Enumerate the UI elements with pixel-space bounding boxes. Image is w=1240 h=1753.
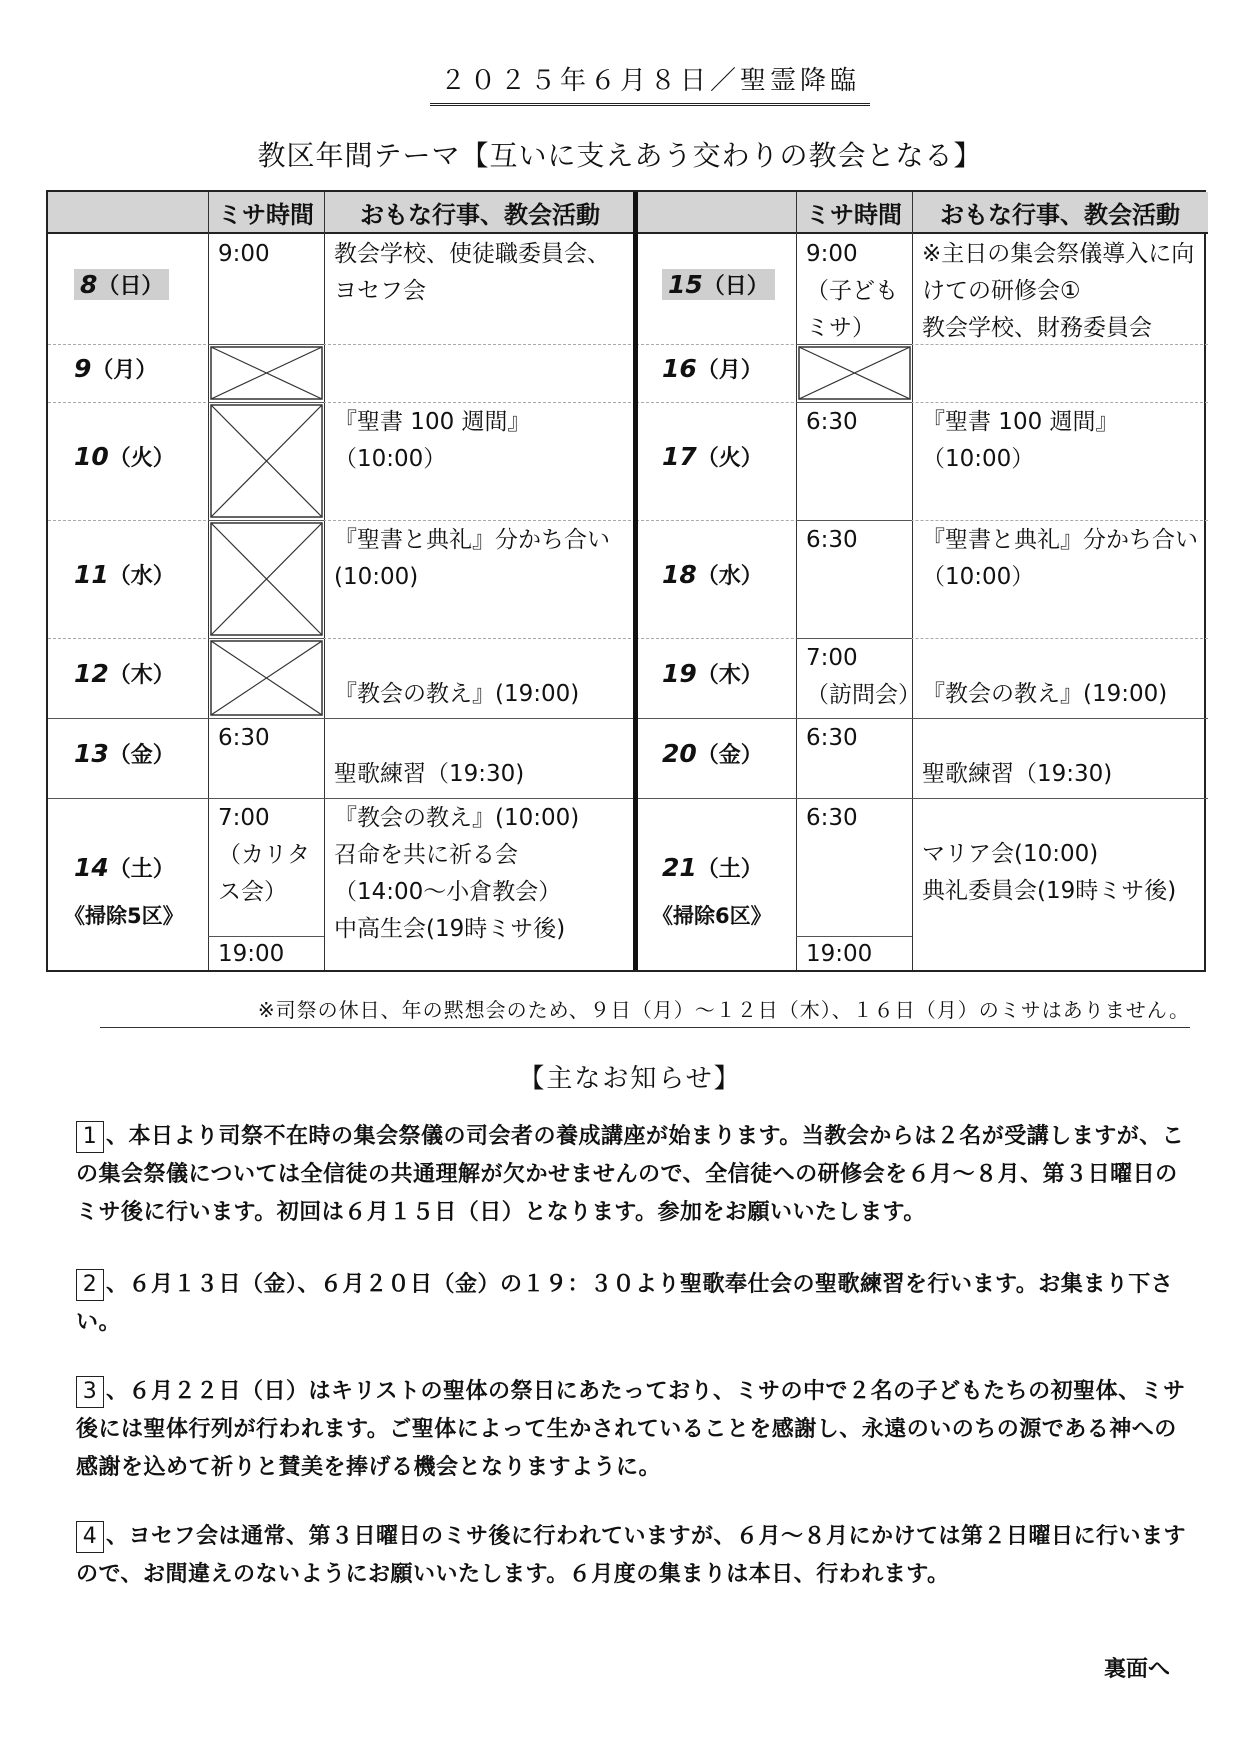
announcement-text: 、ヨセフ会は通常、第３日曜日のミサ後に行われていますが、６月～８月にかけては第２日曜日に行いますので、お間違えのないようにお願いいたします。６月度の集まりは本日、行われます。 bbox=[76, 1524, 1187, 1587]
day-of-week: （木） bbox=[696, 663, 763, 688]
center-divider bbox=[633, 192, 638, 970]
mass-time: 7:00 （カリタス会） bbox=[218, 805, 310, 905]
annual-theme: 教区年間テーマ【互いに支えあう交わりの教会となる】 bbox=[257, 139, 983, 172]
day-label bbox=[662, 852, 763, 883]
day-number: 11 bbox=[74, 560, 109, 589]
day-number: 15 bbox=[668, 270, 703, 299]
header-blank-cell bbox=[48, 192, 208, 234]
row-divider bbox=[636, 520, 1208, 521]
announcement-text: 、本日より司祭不在時の集会祭儀の司会者の養成講座が始まります。当教会からは２名が受講しますが、この集会祭儀については全信徒の共通理解が欠かせませんので、全信徒への研修会を６月～８月、第３日曜日のミサ後に行います。初回は６月１５日（日）となります。参加をお願いいたします。 bbox=[76, 1124, 1185, 1225]
day-of-week: （土） bbox=[108, 857, 175, 882]
mass-time: 9:00 bbox=[218, 241, 270, 267]
column-divider bbox=[324, 192, 325, 970]
day-number: 14 bbox=[74, 853, 109, 882]
day-of-week: （水） bbox=[696, 564, 763, 589]
day-label bbox=[74, 353, 157, 384]
day-label bbox=[74, 852, 175, 883]
day-label bbox=[74, 269, 169, 300]
row-divider bbox=[796, 718, 912, 719]
day-of-week: （月） bbox=[696, 358, 763, 383]
day-number: 10 bbox=[74, 442, 109, 471]
header-mass-time: ミサ時間 bbox=[796, 192, 912, 234]
column-divider bbox=[208, 192, 209, 970]
row-divider bbox=[208, 344, 324, 345]
announcement-number: 1 bbox=[76, 1121, 104, 1153]
day-number: 16 bbox=[662, 354, 697, 383]
no-mass-cross-icon bbox=[798, 346, 911, 400]
row-divider bbox=[636, 798, 1208, 799]
announcement-3 bbox=[76, 1373, 1196, 1487]
event-description: 『聖書 100 週間』 （10:00） bbox=[922, 409, 1119, 472]
row-divider bbox=[796, 402, 912, 403]
no-mass-cross-icon bbox=[210, 346, 323, 400]
row-divider bbox=[636, 402, 1208, 403]
row-divider bbox=[636, 638, 1208, 639]
day-number: 21 bbox=[662, 853, 697, 882]
announcement-text: 、６月２２日（日）はキリストの聖体の祭日にあたっており、ミサの中で２名の子どもたちの初聖体、ミサ後には聖体行列が行われます。ご聖体によって生かされていることを感謝し、永遠のいのちの源である神への感謝を込めて祈りと賛美を捧げる機会となりますように。 bbox=[76, 1379, 1186, 1480]
day-of-week: （日） bbox=[702, 274, 769, 299]
column-divider bbox=[796, 192, 797, 970]
day-label bbox=[662, 441, 763, 472]
no-mass-cross-icon bbox=[210, 640, 323, 716]
header-blank-cell bbox=[636, 192, 796, 234]
event-description: 『聖書と典礼』分かち合い （10:00） bbox=[922, 527, 1198, 590]
row-divider bbox=[48, 718, 636, 719]
day-number: 18 bbox=[662, 560, 697, 589]
day-number: 12 bbox=[74, 659, 109, 688]
continue-overleaf: 裏面へ bbox=[1103, 1657, 1170, 1682]
event-description: 『教会の教え』(19:00) bbox=[922, 681, 1168, 707]
cleaning-duty: 《掃除6区》 bbox=[652, 904, 772, 928]
event-description: 『教会の教え』(10:00) 召命を共に祈る会 （14:00～小倉教会） 中高生会(19時ミサ後) bbox=[334, 805, 580, 942]
day-label bbox=[74, 559, 175, 590]
announcement-number: 3 bbox=[76, 1376, 104, 1408]
row-divider bbox=[796, 798, 912, 799]
announcement-2 bbox=[76, 1266, 1196, 1342]
no-mass-cross-icon bbox=[210, 404, 323, 518]
schedule-note: ※司祭の休日、年の黙想会のため、９日（月）～１２日（木）、１６日（月）のミサはありません。 bbox=[100, 994, 1190, 1028]
day-label bbox=[662, 559, 763, 590]
day-of-week: （火） bbox=[108, 446, 175, 471]
row-divider bbox=[208, 718, 324, 719]
row-divider bbox=[48, 798, 636, 799]
mass-time: 7:00 （訪問会） bbox=[806, 645, 921, 708]
page-title: ２０２５年６月８日／聖霊降臨 bbox=[430, 60, 870, 106]
column-divider bbox=[912, 192, 913, 970]
schedule-table bbox=[46, 190, 1206, 972]
event-description: ※主日の集会祭儀導入に向けての研修会① 教会学校、財務委員会 bbox=[922, 241, 1195, 341]
day-of-week: （金） bbox=[696, 743, 763, 768]
row-divider bbox=[208, 798, 324, 799]
day-of-week: （日） bbox=[97, 274, 164, 299]
row-divider bbox=[208, 520, 324, 521]
announcements-title: 【主なお知らせ】 bbox=[518, 1064, 742, 1094]
day-label bbox=[74, 738, 175, 769]
day-label bbox=[662, 353, 763, 384]
row-divider bbox=[636, 344, 1208, 345]
row-divider bbox=[636, 718, 1208, 719]
announcement-text: 、６月１３日（金）、６月２０日（金）の１９：３０より聖歌奉仕会の聖歌練習を行います。お集まり下さい。 bbox=[76, 1272, 1174, 1335]
event-description: 『教会の教え』(19:00) bbox=[334, 681, 580, 707]
mass-time: 6:30 bbox=[806, 805, 858, 831]
day-number: 19 bbox=[662, 659, 697, 688]
day-number: 9 bbox=[74, 354, 92, 383]
day-label bbox=[662, 658, 763, 689]
day-label bbox=[74, 658, 175, 689]
row-divider bbox=[48, 520, 636, 521]
row-divider bbox=[48, 638, 636, 639]
event-description: マリア会(10:00) 典礼委員会(19時ミサ後) bbox=[922, 841, 1177, 904]
row-divider bbox=[48, 402, 636, 403]
cleaning-duty: 《掃除5区》 bbox=[64, 904, 184, 928]
no-mass-cross-icon bbox=[210, 522, 323, 636]
event-description: 聖歌練習（19:30) bbox=[334, 761, 525, 787]
row-divider bbox=[48, 344, 636, 345]
day-of-week: （火） bbox=[696, 446, 763, 471]
event-description: 聖歌練習（19:30) bbox=[922, 761, 1113, 787]
event-description: 教会学校、使徒職委員会、ヨセフ会 bbox=[334, 241, 610, 304]
mass-time: 6:30 bbox=[806, 527, 858, 553]
row-divider bbox=[796, 344, 912, 345]
mass-time-evening: 19:00 bbox=[218, 941, 285, 967]
mass-time: 9:00 （子どもミサ） bbox=[806, 241, 898, 341]
event-description: 『聖書と典礼』分かち合い(10:00) bbox=[334, 527, 610, 590]
day-number: 17 bbox=[662, 442, 697, 471]
header-mass-time: ミサ時間 bbox=[208, 192, 324, 234]
row-divider bbox=[208, 638, 324, 639]
row-divider bbox=[796, 638, 912, 639]
day-of-week: （月） bbox=[91, 358, 158, 383]
row-divider bbox=[796, 520, 912, 521]
announcement-4 bbox=[76, 1518, 1196, 1594]
mass-time-evening: 19:00 bbox=[806, 941, 873, 967]
day-of-week: （土） bbox=[696, 857, 763, 882]
day-number: 20 bbox=[662, 739, 697, 768]
day-of-week: （金） bbox=[108, 743, 175, 768]
event-description: 『聖書 100 週間』 （10:00） bbox=[334, 409, 531, 472]
day-number: 8 bbox=[80, 270, 98, 299]
mass-time: 6:30 bbox=[806, 409, 858, 435]
announcement-1 bbox=[76, 1118, 1196, 1232]
row-divider bbox=[208, 402, 324, 403]
mass-time: 6:30 bbox=[218, 725, 270, 751]
day-label bbox=[662, 738, 763, 769]
mass-time: 6:30 bbox=[806, 725, 858, 751]
day-of-week: （水） bbox=[108, 564, 175, 589]
header-events: おもな行事、教会活動 bbox=[912, 192, 1208, 234]
announcement-number: 4 bbox=[76, 1521, 104, 1553]
day-of-week: （木） bbox=[108, 663, 175, 688]
day-label bbox=[662, 269, 775, 300]
header-events: おもな行事、教会活動 bbox=[324, 192, 636, 234]
announcement-number: 2 bbox=[76, 1269, 104, 1301]
day-number: 13 bbox=[74, 739, 109, 768]
day-label bbox=[74, 441, 175, 472]
